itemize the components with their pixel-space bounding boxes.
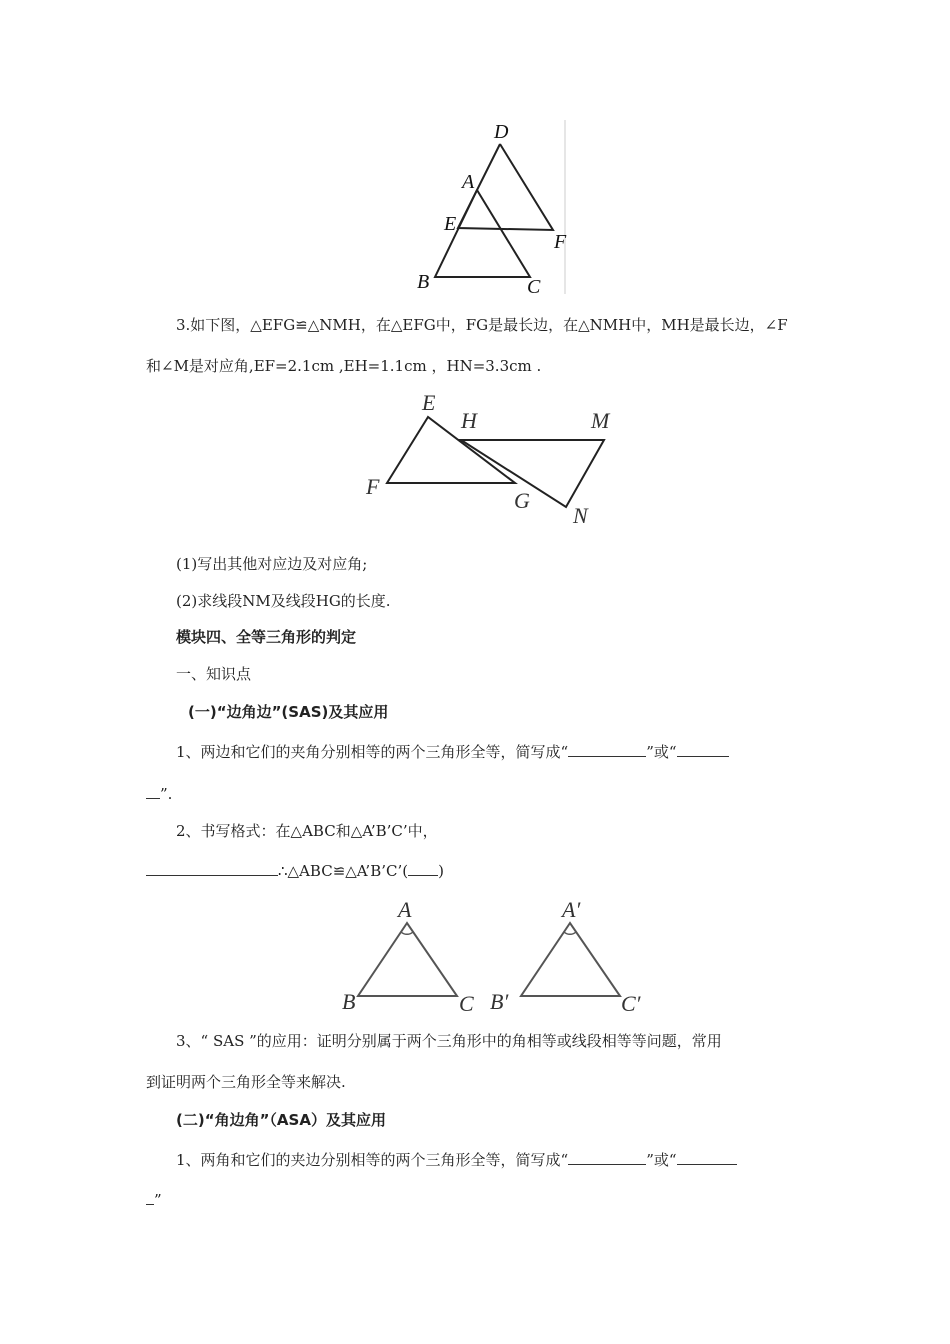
sas-point-1 — [176, 742, 729, 762]
sas-1-text-a: 1、两边和它们的夹角分别相等的两个三角形全等，简写成“ — [176, 743, 569, 761]
figure-triangles-abc-a2b2c2 — [336, 895, 656, 1020]
sas-2-text-c: ) — [438, 862, 444, 880]
asa-point-1 — [176, 1150, 737, 1170]
q3-part2: (2)求线段NM及线段HG的长度. — [176, 592, 391, 610]
label-e: E — [422, 390, 436, 415]
asa-1-text-c: ” — [154, 1191, 162, 1209]
knowledge-heading: 一、知识点 — [176, 665, 252, 683]
label-h: H — [461, 408, 477, 433]
label-c: C — [459, 991, 474, 1016]
sas-format-blank[interactable] — [146, 861, 278, 876]
sas-1-text-c: ”. — [160, 785, 173, 803]
asa-blank-2[interactable] — [677, 1150, 737, 1165]
label-e: E — [444, 213, 457, 235]
asa-blank-2-cont[interactable] — [146, 1190, 154, 1205]
sas-1-text-b: ”或“ — [646, 743, 677, 761]
sas-point-2: 2、书写格式：在△ABC和△A’B’C’中， — [176, 822, 438, 840]
sas-point-1-cont — [146, 784, 172, 804]
angle-arc-a — [401, 932, 413, 934]
asa-1-text-b: ”或“ — [646, 1151, 677, 1169]
label-c-prime: C′ — [621, 991, 641, 1016]
module4-title: 模块四、全等三角形的判定 — [176, 628, 357, 646]
sas-point-3-line1: 3、“ SAS ”的应用：证明分别属于两个三角形中的角相等或线段相等等问题，常用 — [176, 1032, 722, 1050]
label-g: G — [514, 488, 530, 513]
label-f: F — [366, 474, 380, 499]
q3-line1: 3.如下图，△EFG≌△NMH，在△EFG中，FG是最长边，在△NMH中，MH是最长边，∠F — [176, 316, 788, 334]
label-b: B — [417, 271, 430, 293]
sas-reason-blank[interactable] — [408, 861, 438, 876]
label-a-prime: A′ — [562, 897, 581, 922]
q3-line2: 和∠M是对应角,EF=2.1cm ,EH=1.1cm ，HN=3.3cm . — [146, 357, 542, 375]
triangle-efg — [387, 417, 515, 483]
label-a: A — [462, 171, 475, 193]
label-d: D — [494, 121, 509, 143]
figure-triangles-efg-nmh — [360, 390, 620, 530]
triangle-nmh — [461, 440, 604, 507]
sas-heading: (一)“边角边”(SAS)及其应用 — [188, 703, 389, 721]
label-m: M — [591, 408, 610, 433]
angle-arc-a2 — [564, 932, 576, 934]
label-b-prime: B′ — [490, 989, 509, 1014]
sas-point-2-format — [146, 861, 444, 881]
q3-part1: (1)写出其他对应边及对应角; — [176, 555, 368, 573]
label-a: A — [398, 897, 412, 922]
figure-triangles-def-abc — [410, 118, 570, 298]
asa-1-text-a: 1、两角和它们的夹边分别相等的两个三角形全等，简写成“ — [176, 1151, 569, 1169]
label-f: F — [554, 231, 567, 253]
sas-2-text-b: ∴△ABC≌△A’B’C’( — [278, 862, 409, 880]
sas-blank-2[interactable] — [677, 742, 729, 757]
sas-blank-1[interactable] — [568, 742, 646, 757]
asa-point-1-cont — [146, 1190, 162, 1210]
label-b: B — [342, 989, 356, 1014]
asa-heading: (二)“角边角”（ASA）及其应用 — [176, 1111, 386, 1129]
asa-blank-1[interactable] — [568, 1150, 646, 1165]
sas-blank-2-cont[interactable] — [146, 784, 160, 799]
sas-point-3-line2: 到证明两个三角形全等来解决. — [146, 1073, 346, 1091]
label-c: C — [527, 276, 541, 298]
label-n: N — [573, 503, 588, 528]
